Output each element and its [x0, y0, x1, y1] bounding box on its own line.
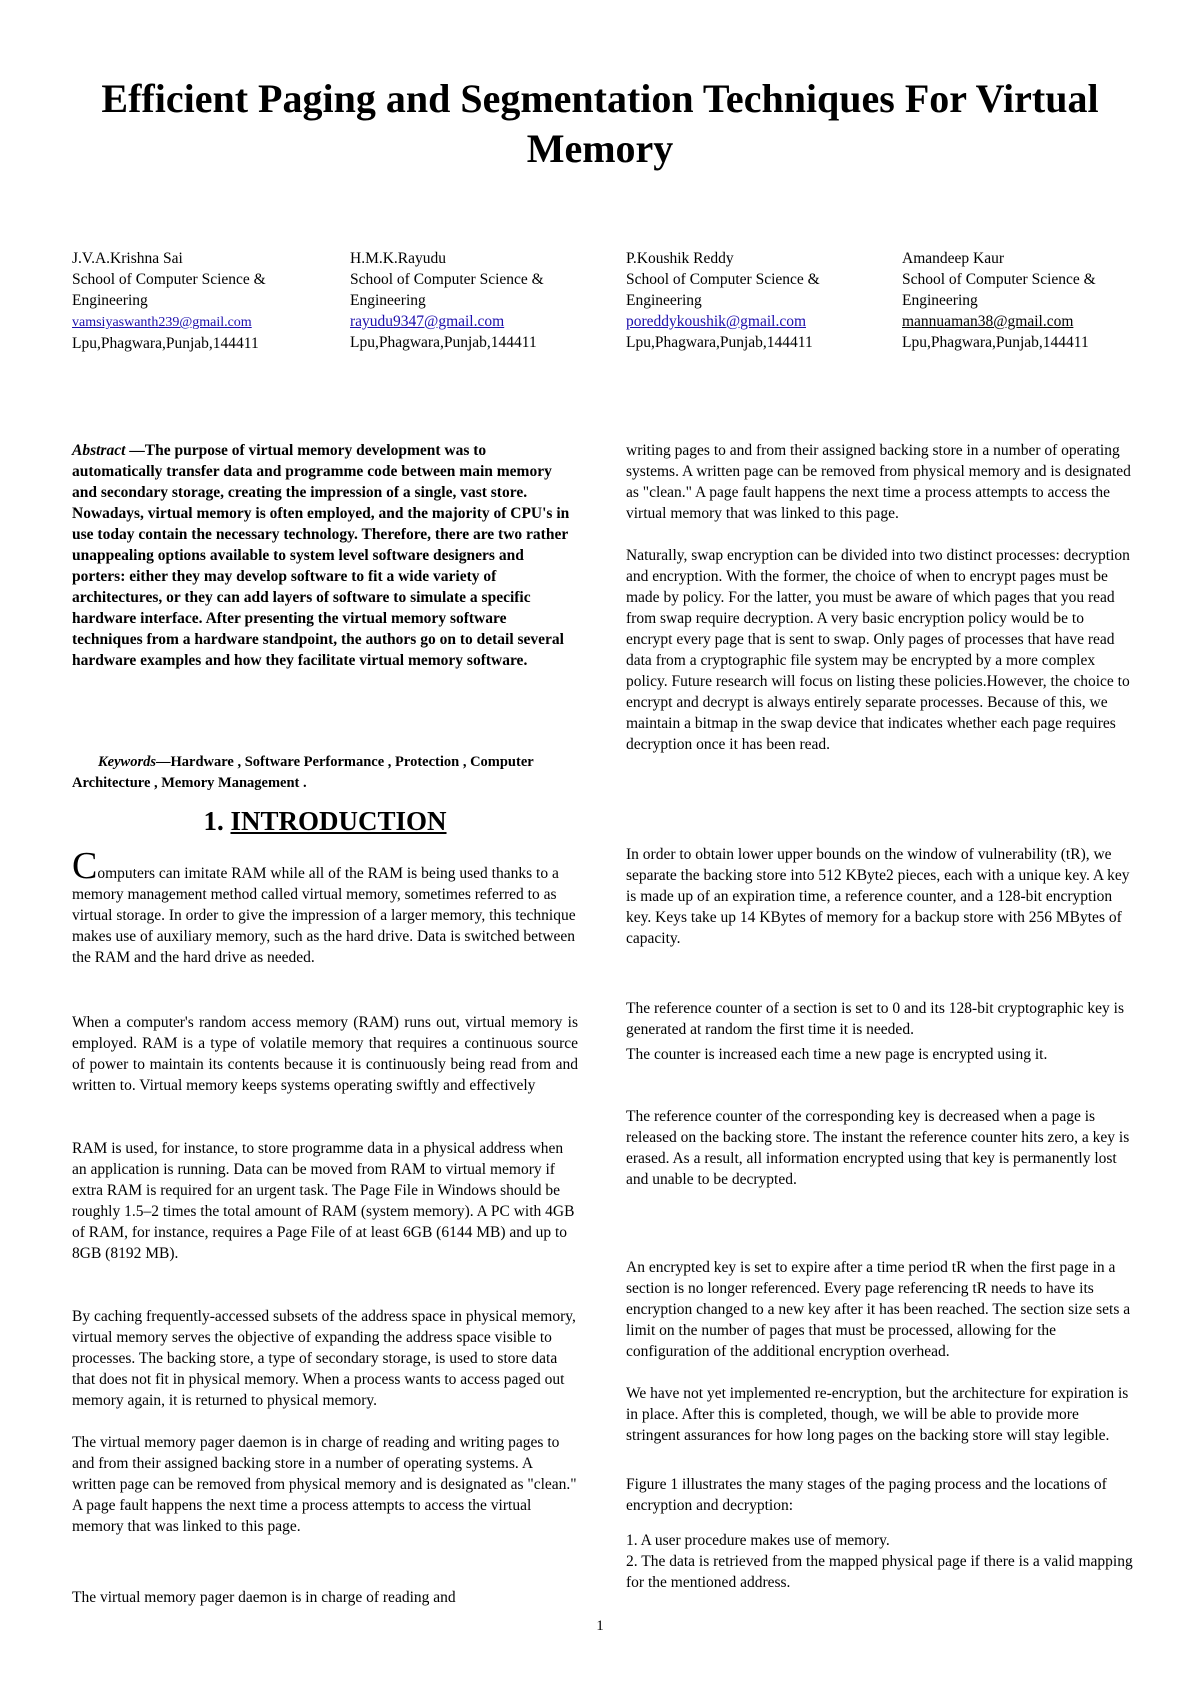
author-affiliation: Engineering	[72, 292, 148, 309]
intro-paragraph-5: The virtual memory pager daemon is in charge of reading and writing pages to and from their assigned backing store in a number of operating systems. A written page can be removed from physical memory and is designated as "clean." A page fault happens the next time a process attempts to access the virtual memory that was linked to this page.	[72, 1434, 577, 1535]
author-email-link[interactable]: poreddykoushik@gmail.com	[626, 313, 807, 330]
right-paragraph-1: writing pages to and from their assigned backing store in a number of operating systems. A written page can be removed from physical memory and is designated as "clean." A page fault happens the next time a process attempts to access the virtual memory that was linked to this page.	[626, 442, 1131, 522]
right-paragraph-7: An encrypted key is set to expire after a time period tR when the first page in a section is no longer referenced. Every page referencing tR needs to have its encryption changed to a new key after it has been reached. The section size sets a limit on the number of pages that must be processed, allowing for the configuration of the additional encryption overhead.	[626, 1259, 1131, 1360]
author-email-link[interactable]: rayudu9347@gmail.com	[350, 313, 505, 330]
paragraph-text: omputers can imitate RAM while all of the RAM is being used thanks to a memory management method called virtual memory, sometimes referred to as virtual storage. In order to give the impression of a larger memory, this technique makes use of auxiliary memory, such as the hard drive. Data is switched between the RAM and the hard drive as needed.	[72, 865, 576, 966]
abstract-text: —The purpose of virtual memory development was to automatically transfer data and programme code between main memory and secondary storage, creating the impression of a single, vast store. Nowadays, virtual memory is often employed, and the majority of CPU's in use today contain the necessary technology. Therefore, there are two rather unappealing options available to system level software designers and porters: either they may develop software to fit a wide variety of architectures, or they can add layers of software to simulate a specific hardware interface. After presenting the virtual memory software techniques from a hardware standpoint, the authors go on to detail several hardware examples and how they facilitate virtual memory software.	[72, 442, 570, 669]
author-2	[350, 248, 600, 353]
author-location: Lpu,Phagwara,Punjab,144411	[626, 334, 813, 351]
author-name: H.M.K.Rayudu	[350, 250, 447, 267]
author-name: P.Koushik Reddy	[626, 250, 734, 267]
author-name: J.V.A.Krishna Sai	[72, 250, 183, 267]
author-affiliation: School of Computer Science &	[902, 271, 1096, 288]
intro-paragraph-2: When a computer's random access memory (RAM) runs out, virtual memory is employed. RAM is a type of volatile memory that requires a continuous source of power to maintain its contents because it is continuously being read from and written to. Virtual memory keeps systems operating swiftly and effectively	[72, 1014, 578, 1094]
page-number: 1	[596, 1618, 604, 1634]
author-email-link[interactable]: vamsiyaswanth239@gmail.com	[72, 315, 252, 330]
list-item: 1. A user procedure makes use of memory.	[626, 1532, 890, 1549]
right-paragraph-4: The reference counter of a section is set to 0 and its 128-bit cryptographic key is generated at random the first time it is needed.	[626, 1000, 1124, 1038]
section-heading-introduction	[72, 805, 578, 837]
right-paragraph-6: The reference counter of the corresponding key is decreased when a page is released on the backing store. The instant the reference counter hits zero, a key is erased. As a result, all information encrypted using that key is permanently lost and unable to be decrypted.	[626, 1108, 1130, 1188]
intro-paragraph-3: RAM is used, for instance, to store programme data in a physical address when an application is running. Data can be moved from RAM to virtual memory if extra RAM is required for an urgent task. The Page File in Windows should be roughly 1.5–2 times the total amount of RAM (system memory). A PC with 4GB of RAM, for instance, requires a Page File of at least 6GB (6144 MB) and up to 8GB (8192 MB).	[72, 1140, 575, 1262]
section-number: 1.	[203, 806, 224, 836]
author-location: Lpu,Phagwara,Punjab,144411	[902, 334, 1089, 351]
keywords-label: Keywords	[98, 754, 156, 770]
abstract-label: Abstract	[72, 442, 126, 459]
intro-paragraph-1	[72, 845, 578, 968]
author-1	[72, 248, 322, 354]
right-paragraph-3: In order to obtain lower upper bounds on the window of vulnerability (tR), we separate the backing store into 512 KByte2 pieces, each with a unique key. A key is made up of an expiration time, a reference counter, and a 128-bit encryption key. Keys take up 14 KBytes of memory for a backup store with 256 MBytes of capacity.	[626, 846, 1130, 947]
right-paragraph-2: Naturally, swap encryption can be divided into two distinct processes: decryption and encryption. With the former, the choice of when to encrypt pages must be made by policy. For the latter, you must be aware of which pages that you read from swap require decryption. A very basic encryption policy would be to encrypt every page that is sent to swap. Only pages of processes that have read data from a cryptographic file system may be encrypted by a more complex policy. Future research will focus on listing these policies.However, the choice to encrypt and decrypt is always entirely separate processes. Because of this, we maintain a bitmap in the swap device that indicates whether each page requires decryption once it has been read.	[626, 547, 1130, 753]
author-affiliation: Engineering	[350, 292, 426, 309]
intro-paragraph-6: The virtual memory pager daemon is in charge of reading and	[72, 1589, 456, 1606]
author-email-link[interactable]: mannuaman38@gmail.com	[902, 313, 1074, 330]
keywords	[72, 752, 578, 794]
author-affiliation: Engineering	[902, 292, 978, 309]
author-location: Lpu,Phagwara,Punjab,144411	[350, 334, 537, 351]
abstract	[72, 440, 578, 671]
list-item: 2. The data is retrieved from the mapped physical page if there is a valid mapping for the mentioned address.	[626, 1553, 1133, 1591]
section-title: INTRODUCTION	[230, 806, 447, 836]
keywords-text: —Hardware , Software Performance , Protection , Computer Architecture , Memory Management .	[72, 754, 534, 791]
author-location: Lpu,Phagwara,Punjab,144411	[72, 335, 259, 352]
author-affiliation: School of Computer Science &	[626, 271, 820, 288]
author-affiliation: School of Computer Science &	[350, 271, 544, 288]
paper-title: Efficient Paging and Segmentation Techniques For Virtual Memory	[101, 76, 1099, 171]
author-4	[902, 248, 1152, 353]
author-affiliation: School of Computer Science &	[72, 271, 266, 288]
right-paragraph-5: The counter is increased each time a new page is encrypted using it.	[626, 1046, 1048, 1063]
author-3	[626, 248, 876, 353]
author-name: Amandeep Kaur	[902, 250, 1004, 267]
right-paragraph-8: We have not yet implemented re-encryption, but the architecture for expiration is in place. After this is completed, though, we will be able to provide more stringent assurances for how long pages on the backing store will stay legible.	[626, 1385, 1129, 1444]
author-affiliation: Engineering	[626, 292, 702, 309]
drop-cap: C	[72, 845, 98, 887]
intro-paragraph-4: By caching frequently-accessed subsets of the address space in physical memory, virtual memory serves the objective of expanding the address space visible to processes. The backing store, a type of secondary storage, is used to store data that does not fit in physical memory. When a process wants to access paged out memory again, it is returned to physical memory.	[72, 1308, 576, 1409]
right-paragraph-9: Figure 1 illustrates the many stages of the paging process and the locations of encryption and decryption:	[626, 1476, 1107, 1514]
